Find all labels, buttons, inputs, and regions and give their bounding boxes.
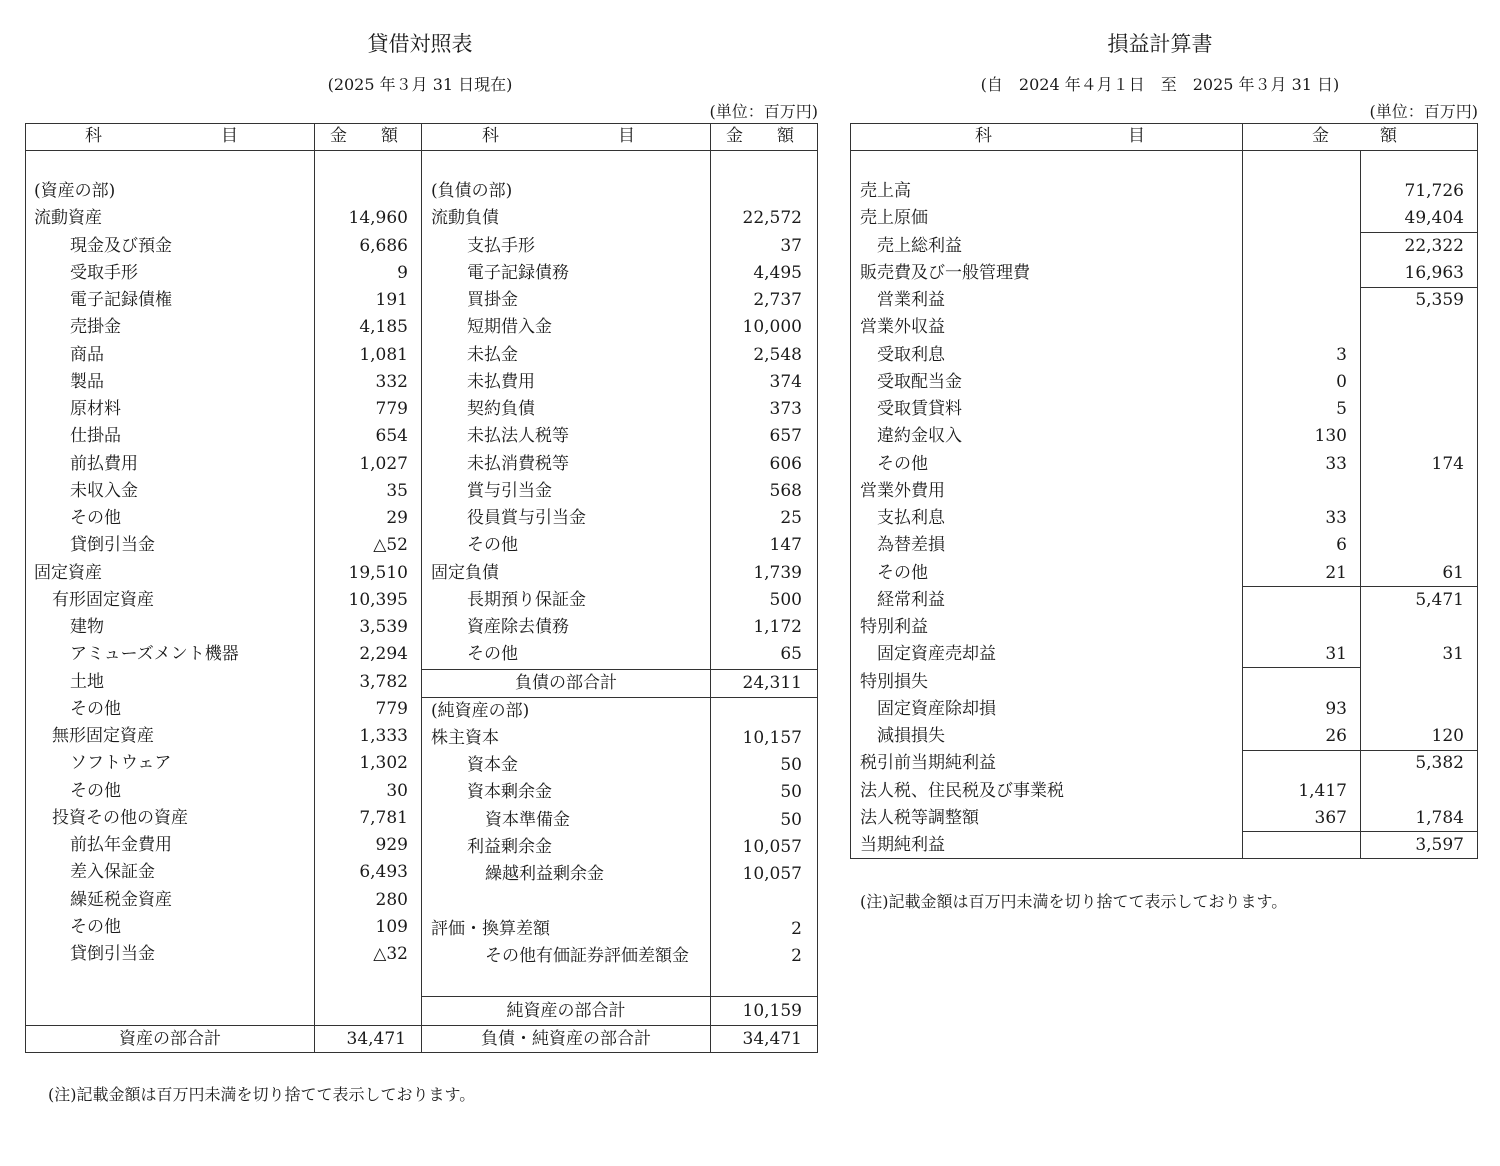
liability-row-value: 500 [769, 589, 802, 610]
asset-row-value: 7,781 [359, 807, 408, 828]
pl-row-label: その他 [877, 562, 928, 583]
liability-row-label: 契約負債 [467, 399, 535, 419]
net-asset-row-label: 利益剰余金 [467, 836, 552, 857]
liability-row-label: 資産除去債務 [467, 617, 569, 637]
pl-row-label: 営業外費用 [860, 480, 945, 501]
pl-row-sub-value: 31 [1325, 644, 1347, 665]
liability-row-label: 未払費用 [467, 371, 535, 392]
pl-row-sub-value [1244, 614, 1347, 641]
pl-row-sub-value: 26 [1325, 726, 1347, 746]
pl-unit: (単位：百万円) [1369, 102, 1478, 121]
net-asset-row-value: 50 [780, 755, 802, 775]
asset-row-label: ソフトウェア [70, 753, 172, 774]
pl-row-value [1362, 342, 1464, 369]
pl-row-label: 営業外収益 [860, 317, 945, 338]
pl-row-sub-value: 1,417 [1298, 780, 1347, 801]
pl-row-value: 1,784 [1415, 807, 1464, 828]
pl-row-sub-value: 93 [1325, 698, 1347, 719]
pl-row-label: 売上原価 [860, 208, 928, 229]
pl-row-value: 174 [1431, 453, 1464, 474]
pl-footnote: (注)記載金額は百万円未満を切り捨てて表示しております。 [860, 892, 1288, 911]
pl-row-sub-value [1244, 205, 1347, 232]
pl-row-sub-value [1244, 669, 1347, 696]
pl-row-value [1362, 505, 1464, 532]
net-assets-total-value: 10,159 [742, 1001, 802, 1021]
liability-row-label: 短期借入金 [467, 317, 552, 338]
liability-row-label: 流動負債 [431, 208, 499, 229]
asset-row-label: 土地 [70, 671, 104, 692]
liability-row-label: 役員賞与引当金 [467, 508, 586, 528]
pl-row-label: 法人税、住民税及び事業税 [860, 780, 1064, 801]
pl-row-label: 販売費及び一般管理費 [860, 262, 1030, 283]
net-asset-row-label: (純資産の部) [431, 700, 530, 721]
asset-row-label: 有形固定資産 [52, 589, 154, 610]
asset-row-value: 1,302 [359, 753, 408, 774]
pl-row-label: 法人税等調整額 [860, 807, 979, 828]
asset-row-label: 製品 [70, 371, 104, 392]
liability-row-value: 147 [769, 535, 802, 556]
liability-row-value: 373 [769, 399, 802, 419]
asset-row-label: その他 [70, 916, 121, 937]
liability-row-label: (負債の部) [431, 181, 513, 201]
pl-row-label: 受取配当金 [877, 371, 962, 392]
asset-row-value: 1,027 [359, 453, 408, 474]
pl-row-value [1362, 778, 1464, 805]
assets-total-label: 資産の部合計 [119, 1029, 221, 1049]
pl-row-label: 税引前当期純利益 [860, 753, 996, 774]
asset-row-value: △52 [373, 535, 408, 556]
pl-row-value [1362, 396, 1464, 423]
asset-row-value: 35 [386, 480, 408, 501]
net-asset-row-label: 株主資本 [431, 727, 499, 748]
pl-row-label: 為替差損 [877, 535, 945, 556]
pl-row-label: 固定資産売却益 [877, 644, 996, 665]
pl-col-divider [1360, 150, 1361, 859]
asset-row-label: 貸倒引当金 [70, 944, 155, 964]
pl-row-sub-value: 3 [1336, 344, 1347, 365]
pl-title: 損益計算書 [1107, 32, 1213, 56]
asset-row-label: 現金及び預金 [70, 235, 172, 256]
net-asset-row-label: 繰越利益剰余金 [485, 864, 604, 884]
asset-row-label: 貸倒引当金 [70, 535, 155, 556]
pl-row-value [1362, 532, 1464, 559]
pl-row-value: 5,471 [1415, 589, 1464, 610]
asset-row-label: 無形固定資産 [52, 726, 154, 746]
pl-row-label: 特別利益 [860, 617, 928, 637]
pl-row-value: 5,359 [1415, 290, 1464, 310]
pl-row-value: 31 [1442, 644, 1464, 665]
asset-row-label: 売掛金 [70, 317, 121, 338]
net-asset-row-value: 50 [780, 782, 802, 803]
liability-row-value: 10,000 [742, 317, 802, 338]
liability-row-value: 4,495 [753, 262, 802, 283]
liability-row-label: 支払手形 [467, 235, 535, 256]
liability-row-value: 25 [780, 508, 802, 528]
pl-row-value: 61 [1442, 562, 1464, 583]
asset-row-value: 1,081 [359, 344, 408, 365]
bs-unit: (単位：百万円) [709, 102, 818, 121]
asset-row-value: 30 [386, 780, 408, 801]
asset-row-label: 建物 [70, 617, 104, 637]
net-asset-row-value: 10,157 [742, 727, 802, 748]
asset-row-value: 3,539 [359, 617, 408, 637]
asset-row-label: その他 [70, 508, 121, 528]
pl-row-label: 特別損失 [860, 671, 928, 692]
pl-row-label: 支払利息 [877, 508, 945, 528]
liability-row-value: 2,548 [753, 344, 802, 365]
liability-row-value [712, 178, 802, 205]
bs-col-divider [710, 123, 711, 1053]
asset-row-label: 受取手形 [70, 262, 138, 283]
pl-row-sub-value [1244, 260, 1347, 287]
pl-row-sub-value: 367 [1314, 807, 1347, 828]
asset-row-value: 280 [375, 889, 408, 910]
liability-row-label: 未払金 [467, 344, 518, 365]
bs-divider [421, 996, 818, 997]
asset-row-value: 19,510 [348, 562, 408, 583]
pl-header-divider [850, 150, 1478, 151]
pl-row-value: 3,597 [1415, 835, 1464, 855]
pl-row-sub-value [1244, 587, 1347, 614]
pl-col-divider [1242, 123, 1243, 859]
asset-row-label: 商品 [70, 344, 104, 365]
net-asset-row-value: 2 [791, 945, 802, 966]
liabilities-total-label: 負債の部合計 [515, 673, 617, 693]
asset-row-label: その他 [70, 698, 121, 719]
asset-row-label: 仕掛品 [70, 426, 121, 447]
pl-row-value [1362, 369, 1464, 396]
pl-row-value: 49,404 [1404, 208, 1464, 229]
liability-row-label: 未払法人税等 [467, 426, 569, 447]
liability-row-label: 未払消費税等 [467, 453, 569, 474]
asset-row-value: 929 [375, 835, 408, 855]
pl-row-value: 16,963 [1404, 262, 1464, 283]
asset-row-label: 未収入金 [70, 480, 138, 501]
pl-row-value [1362, 696, 1464, 723]
asset-row-value: 332 [375, 371, 408, 392]
asset-row-label: その他 [70, 780, 121, 801]
pl-row-label: 固定資産除却損 [877, 698, 996, 719]
pl-row-label: 売上高 [860, 181, 911, 201]
net-asset-row-value [712, 888, 802, 915]
liability-row-label: 買掛金 [467, 290, 518, 310]
asset-row-value: 14,960 [348, 208, 408, 229]
bs-header-subject: 科 目 [482, 126, 635, 146]
net-asset-row-label: 資本金 [467, 755, 518, 775]
pl-row-value: 120 [1431, 726, 1464, 746]
asset-row-value: △32 [373, 944, 408, 964]
pl-row-sub-value [1244, 233, 1347, 260]
liability-row-value: 1,172 [753, 617, 802, 637]
asset-row-value: 3,782 [359, 671, 408, 692]
asset-row-label: 固定資産 [34, 562, 102, 583]
liability-row-value: 2,737 [753, 290, 802, 310]
pl-row-label: 受取賃貸料 [877, 399, 962, 419]
liability-row-label: その他 [467, 535, 518, 556]
pl-row-label: その他 [877, 453, 928, 474]
pl-row-sub-value: 33 [1325, 453, 1347, 474]
asset-row-label: アミューズメント機器 [70, 644, 239, 665]
pl-row-sub-value: 21 [1325, 562, 1347, 583]
asset-row-label: 電子記録債権 [70, 290, 172, 310]
pl-row-label: 営業利益 [877, 290, 945, 310]
asset-row-value: 10,395 [348, 589, 408, 610]
pl-row-value: 5,382 [1415, 753, 1464, 774]
liab-net-total-value: 34,471 [742, 1029, 802, 1049]
bs-header-amount: 金 額 [726, 126, 794, 146]
bs-footnote: (注)記載金額は百万円未満を切り捨てて表示しております。 [48, 1085, 476, 1104]
pl-row-value [1362, 314, 1464, 341]
liability-row-label: その他 [467, 644, 518, 665]
bs-header-subject: 科 目 [85, 126, 238, 146]
liability-row-value: 568 [769, 480, 802, 501]
pl-row-label: 経常利益 [877, 589, 945, 610]
liability-row-value: 65 [780, 644, 802, 665]
pl-row-label: 当期純利益 [860, 835, 945, 855]
pl-row-sub-value [1244, 178, 1347, 205]
liability-row-label: 長期預り保証金 [467, 589, 586, 610]
pl-row-sub-value: 130 [1314, 426, 1347, 447]
pl-row-value: 71,726 [1404, 181, 1464, 201]
bs-title: 貸借対照表 [367, 32, 473, 56]
net-asset-row-value: 2 [791, 918, 802, 939]
liability-row-label: 賞与引当金 [467, 480, 552, 501]
pl-row-value [1362, 669, 1464, 696]
assets-total-value: 34,471 [346, 1029, 406, 1049]
pl-row-sub-value: 33 [1325, 508, 1347, 528]
pl-row-sub-value [1244, 832, 1347, 859]
asset-row-label: 投資その他の資産 [52, 807, 188, 828]
pl-row-label: 売上総利益 [877, 235, 962, 256]
bs-header-amount: 金 額 [330, 126, 398, 146]
pl-header-subject: 科 目 [975, 126, 1145, 146]
asset-row-value: 2,294 [359, 644, 408, 665]
liab-net-total-label: 負債・純資産の部合計 [481, 1029, 651, 1049]
net-asset-row-label: 資本準備金 [485, 809, 570, 830]
pl-row-sub-value [1244, 478, 1347, 505]
pl-row-sub-value [1244, 287, 1347, 314]
pl-row-label: 減損損失 [877, 726, 945, 746]
liability-row-value: 657 [769, 426, 802, 447]
pl-row-label: 違約金収入 [877, 426, 962, 447]
asset-row-value: 654 [375, 426, 408, 447]
bs-date: (2025 年３月 31 日現在) [327, 75, 513, 94]
net-asset-row-value: 50 [780, 809, 802, 830]
pl-row-value: 22,322 [1404, 235, 1464, 256]
asset-row-value: 4,185 [359, 317, 408, 338]
asset-row-value: 6,493 [359, 862, 408, 883]
asset-row-value: 191 [375, 290, 408, 310]
asset-row-value: 9 [397, 262, 408, 283]
pl-header-amount: 金 額 [1312, 126, 1397, 146]
bs-col-divider [314, 123, 315, 1053]
net-asset-row-value: 10,057 [742, 836, 802, 857]
net-asset-row-value: 10,057 [742, 864, 802, 884]
pl-row-sub-value: 0 [1336, 371, 1347, 392]
pl-row-label: 受取利息 [877, 344, 945, 365]
liabilities-total-value: 24,311 [742, 673, 802, 693]
pl-row-sub-value [1244, 750, 1347, 777]
pl-row-value [1362, 478, 1464, 505]
liability-row-value: 606 [769, 453, 802, 474]
liability-row-value: 374 [769, 371, 802, 392]
asset-row-label: 前払年金費用 [70, 835, 172, 855]
asset-row-label: 前払費用 [70, 453, 138, 474]
liability-row-value: 37 [780, 235, 802, 256]
asset-row-label: (資産の部) [34, 181, 116, 201]
asset-row-label: 流動資産 [34, 208, 102, 229]
net-asset-row-label: その他有価証券評価差額金 [485, 945, 689, 966]
pl-row-value [1362, 614, 1464, 641]
asset-row-value: 6,686 [359, 235, 408, 256]
liability-row-value: 22,572 [742, 208, 802, 229]
asset-row-value: 29 [386, 508, 408, 528]
asset-row-value: 109 [375, 916, 408, 937]
pl-row-sub-value: 5 [1336, 399, 1347, 419]
liability-row-label: 電子記録債務 [467, 262, 569, 283]
asset-row-label: 差入保証金 [70, 862, 155, 883]
asset-row-value: 779 [375, 698, 408, 719]
asset-row-label: 原材料 [70, 399, 121, 419]
pl-period: (自 2024 年４月１日 至 2025 年３月 31 日) [980, 75, 1340, 94]
net-assets-total-label: 純資産の部合計 [506, 1001, 626, 1021]
net-asset-row-value [712, 698, 802, 725]
net-asset-row-label: 資本剰余金 [467, 782, 552, 803]
asset-row-value [316, 178, 408, 205]
asset-row-value: 1,333 [359, 726, 408, 746]
asset-row-value: 779 [375, 399, 408, 419]
liability-row-value: 1,739 [753, 562, 802, 583]
net-asset-row-label: 評価・換算差額 [431, 918, 550, 939]
pl-row-value [1362, 423, 1464, 450]
pl-row-sub-value [1244, 314, 1347, 341]
asset-row-label: 繰延税金資産 [70, 889, 172, 910]
bs-center-divider [421, 123, 422, 1053]
pl-row-sub-value: 6 [1336, 535, 1347, 556]
liability-row-label: 固定負債 [431, 562, 499, 583]
